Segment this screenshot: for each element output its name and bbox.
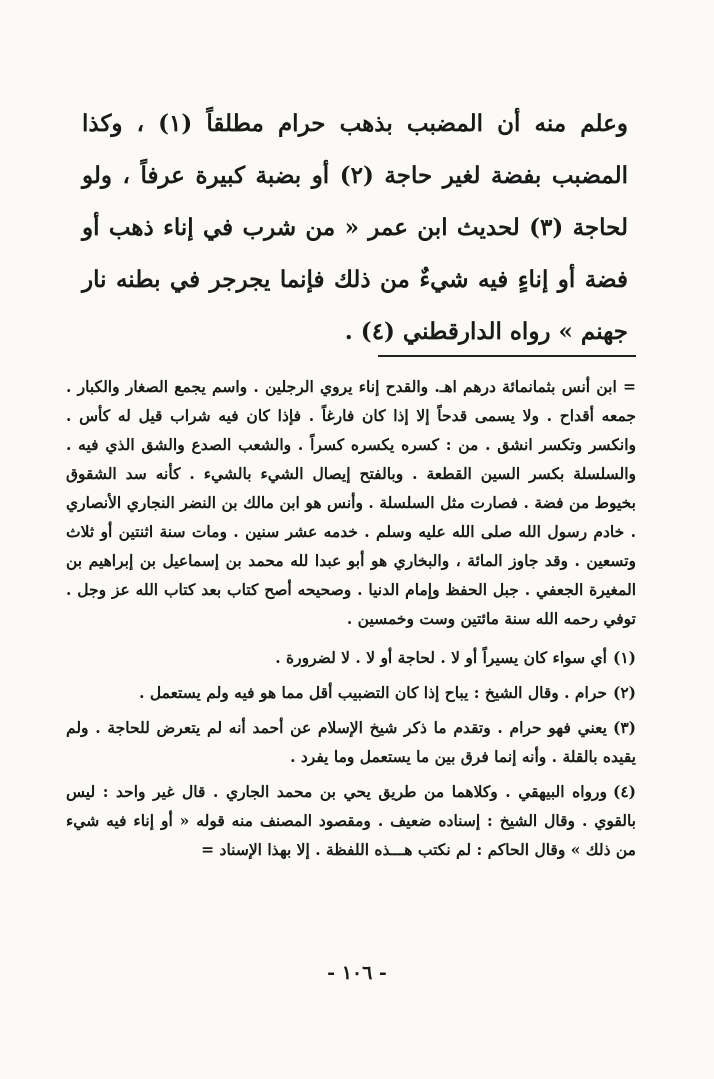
footnote-1 [66,643,636,672]
footnote-text: أي سواء كان يسيراً أو لا . لحاجة أو لا . لا لضرورة . [275,648,607,667]
footnote-divider [378,355,636,357]
footnote-number: (١) [612,648,636,667]
footnote-number: (٣) [612,718,636,737]
footnote-number: (٢) [612,683,636,702]
footnote-3 [66,713,636,771]
footnote-text: ورواه البيهقي . وكلاهما من طريق يحي بن محمد الجاري . قال غير واحد : ليس بالقوي . وقال الشيخ : إسناده ضعيف . ومقصود المصنف منه قوله « أو إناء فيه شيء من ذلك » وقال الحاكم : لم نكتب هـــذه اللفظة . إلا بهذا الإسناد = [66,782,636,859]
footnotes-section [66,372,636,870]
main-paragraph: وعلم منه أن المضبب بذهب حرام مطلقاً (١) ، وكذا المضبب بفضة لغير حاجة (٢) أو بضبة كبيرة عرفاً ، ولو لحاجة (٣) لحديث ابن عمر « من شرب في إناء ذهب أو فضة أو إناءٍ فيه شيءٌ من ذلك فإنما يجرجر في بطنه نار جهنم » رواه الدارقطني (٤) . [82,110,628,345]
footnote-text: حرام . وقال الشيخ : يباح إذا كان التضبيب أقل مما هو فيه ولم يستعمل . [139,683,607,702]
main-text [82,98,628,358]
page-number: - ١٠٦ - [327,962,387,984]
footnote-4 [66,777,636,864]
footnote-2 [66,678,636,707]
footnote-text: يعني فهو حرام . وتقدم ما ذكر شيخ الإسلام عن أحمد أنه لم يتعرض للحاجة . ولم يقيده بالقلة . وأنه إنما فرق بين ما يستعمل وما يفرد . [66,718,636,766]
footnote-continuation: = ابن أنس بثمانمائة درهم اهـ. والقدح إناء يروي الرجلين . واسم يجمع الصغار والكبار . جمعه أقداح . ولا يسمى قدحاً إلا إذا كان فارغاً . فإذا كان فيه شراب قيل له كأس . وانكسر وتكسر انشق . من : كسره يكسره كسراً . والشعب الصدع والشق الذي فيه . والسلسلة بكسر السين القطعة . وبالفتح إيصال الشيء بالشيء . كأنه سد الشقوق بخيوط من فضة . فصارت مثل السلسلة . وأنس هو ابن مالك بن النضر النجاري الأنصاري . خادم رسول الله صلى الله عليه وسلم . خدمه عشر سنين . ومات سنة اثنتين أو ثلاث وتسعين . وقد جاوز المائة ، والبخاري هو أبو عبدا لله محمد بن إسماعيل بن إبراهيم بن المغيرة الجعفي . جبل الحفظ وإمام الدنيا . وصحيحه أصح كتاب بعد كتاب الله عز وجل . توفي رحمه الله سنة مائتين وست وخمسين . [66,377,636,628]
footnote-number: (٤) [612,782,636,801]
